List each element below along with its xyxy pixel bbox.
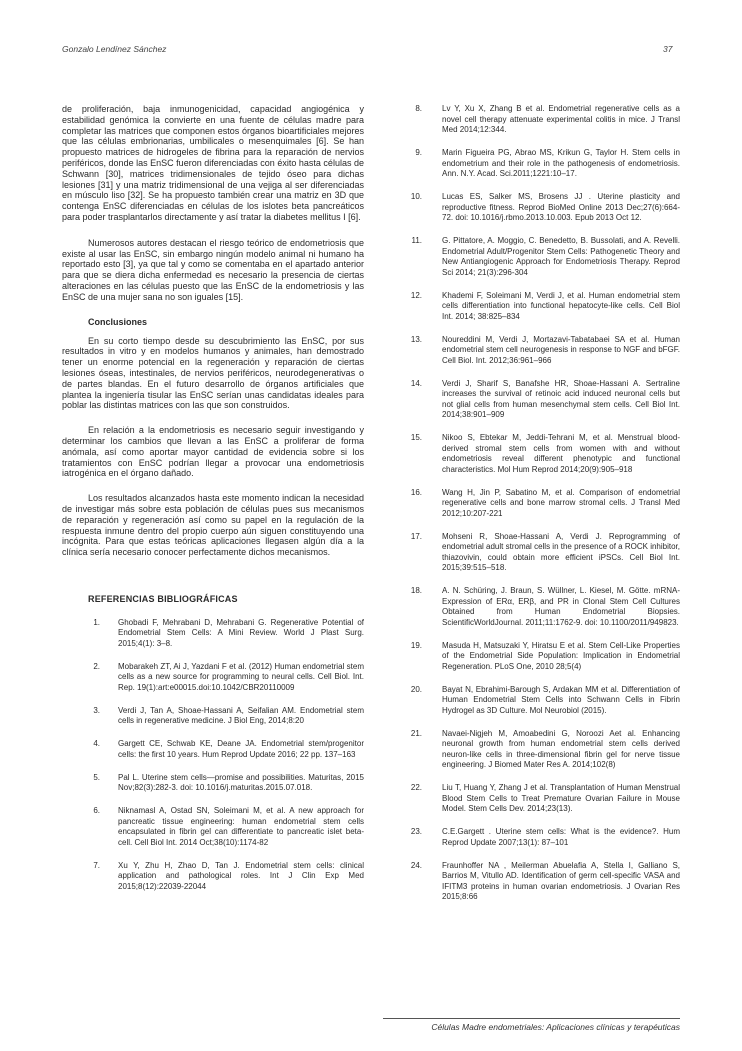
reference-item: [408, 192, 680, 224]
reference-text: Marin Figueira PG, Abrao MS, Krikun G, Taylor H. Stem cells in endometrium and their role in the pathogenesis of endometriosis. Ann. N.Y. Acad. Sci.2011;1221:10–17.: [442, 148, 680, 178]
reference-item: [408, 783, 680, 815]
reference-number: 10.: [410, 192, 422, 201]
reference-text: Khademi F, Soleimani M, Verdi J, et al. Human endometrial stem cells differentiation into functional hepatocyte-like cells. Cell Biol Int. 2014; 38:825–834: [442, 290, 680, 321]
reference-text: Verdi J, Tan A, Shoae-Hassani A, Seifalian AM. Endometrial stem cells in regenerative medicine. J Biol Eng, 2014;8:20: [118, 705, 364, 726]
reference-item: [408, 148, 680, 180]
right-column: [408, 104, 680, 915]
reference-item: [408, 433, 680, 475]
reference-text: Pal L. Uterine stem cells—promise and possibilities. Maturitas, 2015 Nov;82(3):282-3. doi: 10.1016/j.maturitas.2015.07.018.: [118, 772, 364, 793]
reference-text: Noureddini M, Verdi J, Mortazavi-Tabatabaei SA et al. Human endometrial stem cell neurogenesis in response to NGF and bFGF. Cell Biol. Int. 2012;36:961–966: [442, 334, 680, 365]
reference-text: Xu Y, Zhu H, Zhao D, Tan J. Endometrial stem cells: clinical application and pathological roles. Int J Clin Exp Med 2015;8(12):22039-22044: [118, 860, 364, 891]
reference-number: 15.: [410, 433, 422, 442]
body-paragraph: Los resultados alcanzados hasta este momento indican la necesidad de investigar más sobre esta población de células pues sus mecanismos de reparación y regeneración así como su papel en la regulación de la respuesta inmune dentro del propio cuerpo aún siguen constituyendo una incógnita. Para que estas teóricas aplicaciones llegasen algún día a la clínica sería necesario conocer perfectamente dichos mecanismos.: [62, 493, 364, 558]
reference-text: Lv Y, Xu X, Zhang B et al. Endometrial regenerative cells as a novel cell therapy attenuate experimental colitis in mice. J Transl Med 2014;12:344.: [442, 104, 680, 134]
reference-number: 3.: [93, 705, 100, 715]
reference-number: 21.: [410, 728, 422, 738]
reference-text: Verdi J, Sharif S, Banafshe HR, Shoae-Hassani A. Sertraline increases the survival of retinoic acid induced neuronal cells but not glial cells from human mesenchymal stem cells. Cell Biol Int. 2014;38:901–909: [442, 378, 680, 419]
reference-text: Ghobadi F, Mehrabani D, Mehrabani G. Regenerative Potential of Endometrial Stem Cells: A Mini Review. World J Plast Surg. 2015;4(1): 3–8.: [118, 617, 364, 648]
reference-text: A. N. Schüring, J. Braun, S. Wüllner, L. Kiesel, M. Götte. mRNA-Expression of ERα, ERβ, and PR in Clonal Stem Cell Cultures Obtained from Human Endometrial Biopsies. ScientificWorldJournal. 2011;11:1762-9. doi: 10.1100/2011/949823.: [442, 586, 680, 627]
reference-text: Lucas ES, Salker MS, Brosens JJ . Uterine plasticity and reproductive fitness. Reprod BioMed Online 2013 Dec;27(6):664-72. doi: 10.1016/j.rbmo.2013.10.003. Epub 2013 Oct 12.: [442, 192, 680, 222]
reference-number: 17.: [410, 531, 422, 541]
reference-item: [408, 104, 680, 136]
reference-item: [92, 618, 364, 650]
page-number: 37: [663, 44, 673, 54]
reference-item: [408, 488, 680, 520]
reference-item: [92, 706, 364, 727]
reference-item: [408, 685, 680, 717]
reference-text: Navaei-Nigjeh M, Amoabedini G, Noroozi Aet al. Enhancing neuronal growth from human endometrial stem cells derived neuron-like cells in three-dimensional fibrin gel for nerve tissue engineering. J Biomed Mater Res A. 2014;102(8): [442, 728, 680, 769]
reference-item: [408, 236, 680, 278]
reference-text: Liu T, Huang Y, Zhang J et al. Transplantation of Human Menstrual Blood Stem Cells to Treat Premature Ovarian Failure in Mouse Model. Stem Cells Dev. 2014;23(13).: [442, 783, 680, 813]
reference-text: G. Pittatore, A. Moggio, C. Benedetto, B. Bussolati, and A. Revelli. Endometrial Adult/Progenitor Stem Cells: Pathogenetic Theory and New Antiangiogenic Approach for Endometriosis Therapy. Reprod Sci 2014; 21(3):296-304: [442, 236, 680, 277]
reference-number: 18.: [410, 586, 422, 595]
body-paragraph: En relación a la endometriosis es necesario seguir investigando y determinar los cambios que llevan a las EnSC a proliferar de forma anómala, así como aportar mayor cantidad de evidencia sobre si los tratamientos con EnSC podrían llegar a provocar una endometriosis iatrogénica en el órgano dañado.: [62, 425, 364, 479]
reference-number: 6.: [93, 806, 100, 816]
running-footer-title: Células Madre endometriales: Aplicaciones clínicas y terapéuticas: [431, 1022, 680, 1032]
reference-text: C.E.Gargett . Uterine stem cells: What is the evidence?. Hum Reprod Update 2007;13(1): 87–101: [442, 827, 680, 847]
footer-rule: [383, 1018, 680, 1019]
reference-text: Mobarakeh ZT, Ai J, Yazdani F et al. (2012) Human endometrial stem cells as a new source for programming to neural cells. Cell Biol. Int. Rep. 19(1):art:e00015.doi:10.1042/CBR20110009: [118, 661, 364, 692]
reference-number: 7.: [93, 860, 100, 870]
reference-number: 8.: [415, 104, 422, 113]
body-paragraph: En su corto tiempo desde su descubrimiento las EnSC, por sus resultados in vitro y en modelos humanos y animales, han demostrado tener un enorme potencial en la regeneración y reparación de ciertas lesiones óseas, intestinales, de nervios periféricos, neurodegenerativas o de partes blandas. En el futuro desarrollo de órganos artificiales que plantea la ingeniería tisular las EnSC serían unas candidatas ideales para poblar las distintas matrices con las que son construidos.: [62, 335, 364, 411]
body-paragraph: de proliferación, baja inmunogenicidad, capacidad angiogénica y estabilidad genómica la convierte en una fuente de células madre para completar las matrices que componen estos órganos bioartificiales mejores que las células embrionarias, umbilicales o mesenquimales [6]. Se han propuesto matrices de hidrogeles de fibrina para la reparación de nervios periféricos, donde las EnSC fueron diferenciadas con éxito hasta células de Schwann [30], matrices tridimensionales de tejido óseo para dichas lesiones [31] y una matriz tridimensional de una vejiga al ser diferenciadas en músculo liso [32]. Se ha propuesto también crear una matriz en 3D que contenga EnSC diferenciadas en células de los islotes beta pancreáticos para poder trasplantarlos directamente y así tratar la diabetes mellitus I [6].: [62, 104, 364, 222]
reference-number: 14.: [410, 378, 422, 388]
running-header-author: Gonzalo Lendínez Sánchez: [62, 44, 167, 54]
reference-text: Masuda H, Matsuzaki Y, Hiratsu E et al. Stem Cell-Like Properties of the Endometrial Side Population: Implication in Endometrial Regeneration. PLoS One, 2010 28;5(4): [442, 640, 680, 671]
reference-item: [408, 586, 680, 628]
reference-text: Mohseni R, Shoae-Hassani A, Verdi J. Reprogramming of endometrial adult stromal cells in the presence of a ROCK inhibitor, thiazovivin, could obtain more efficient iPSCs. Cell Biol Int. 2015;39:515–518.: [442, 531, 680, 572]
reference-number: 1.: [93, 617, 100, 627]
reference-item: [408, 335, 680, 367]
reference-text: Niknamasl A, Ostad SN, Soleimani M, et al. A new approach for pancreatic tissue engineering: human endometrial stem cells encapsulated in fibrin gel can differentiate to pancreatic islet beta-cell. Cell Biol Int. 2014 Oct;38(10):1174-82: [118, 806, 364, 847]
reference-text: Gargett CE, Schwab KE, Deane JA. Endometrial stem/progenitor cells: the first 10 years. Hum Reprod Update 2016; 22 pp. 137–163: [118, 739, 364, 759]
reference-number: 19.: [410, 640, 422, 650]
reference-item: [408, 641, 680, 673]
reference-item: [408, 827, 680, 848]
reference-number: 12.: [410, 290, 422, 300]
reference-item: [408, 729, 680, 771]
reference-item: [408, 291, 680, 323]
reference-text: Bayat N, Ebrahimi-Barough S, Ardakan MM et al. Differentiation of Human Endometrial Stem Cells into Schwann Cells in Fibrin Hydrogel as 3D Culture. Mol Neurobiol (2015).: [442, 684, 680, 715]
reference-number: 13.: [410, 334, 422, 344]
section-heading-conclusions: Conclusiones: [88, 316, 148, 327]
reference-number: 16.: [410, 487, 422, 497]
reference-number: 22.: [410, 783, 422, 792]
body-paragraph: Numerosos autores destacan el riesgo teórico de endometriosis que existe al usar las EnSC, sin embargo ningún modelo animal ni humano ha reportado esto [3], ya que tal y como se comentaba en el apartado anterior para que se diera dicha enfermedad es necesario la presencia de ciertas alteraciones en las células puesto que las EnSC de la endometriosis y las EnSC de una mujer sana no son iguales [15].: [62, 237, 364, 302]
references-heading: REFERENCIAS BIBLIOGRÁFICAS: [88, 593, 238, 604]
reference-text: Nikoo S, Ebtekar M, Jeddi-Tehrani M, et al. Menstrual blood-derived stromal stem cells from women with and without endometriosis reveal different phenotypic and functional characteristics. Mol Hum Reprod 2014;20(9):905–918: [442, 433, 680, 474]
reference-item: [408, 379, 680, 421]
reference-number: 11.: [411, 236, 422, 245]
reference-number: 23.: [410, 827, 422, 836]
reference-item: [408, 532, 680, 574]
reference-number: 9.: [415, 148, 422, 157]
reference-number: 24.: [410, 860, 422, 870]
reference-item: [92, 773, 364, 794]
reference-item: [92, 806, 364, 848]
reference-item: [92, 739, 364, 760]
reference-number: 5.: [93, 772, 100, 782]
reference-item: [92, 861, 364, 893]
reference-text: Fraunhoffer NA , Meilerman Abuelafia A, Stella I, Galliano S, Barrios M, Vitullo AD. Identification of germ cell-specific VASA and IFITM3 proteins in human ovarian endometriosis. J Ovarian Res 2015;8:66: [442, 860, 680, 901]
reference-number: 2.: [93, 661, 100, 671]
reference-text: Wang H, Jin P, Sabatino M, et al. Comparison of endometrial regenerative cells and bone marrow stromal cells. J Transl Med 2012;10:207-221: [442, 487, 680, 518]
left-column: [62, 104, 364, 905]
reference-number: 20.: [410, 684, 422, 694]
reference-number: 4.: [93, 739, 100, 749]
reference-item: [408, 861, 680, 903]
reference-item: [92, 662, 364, 694]
